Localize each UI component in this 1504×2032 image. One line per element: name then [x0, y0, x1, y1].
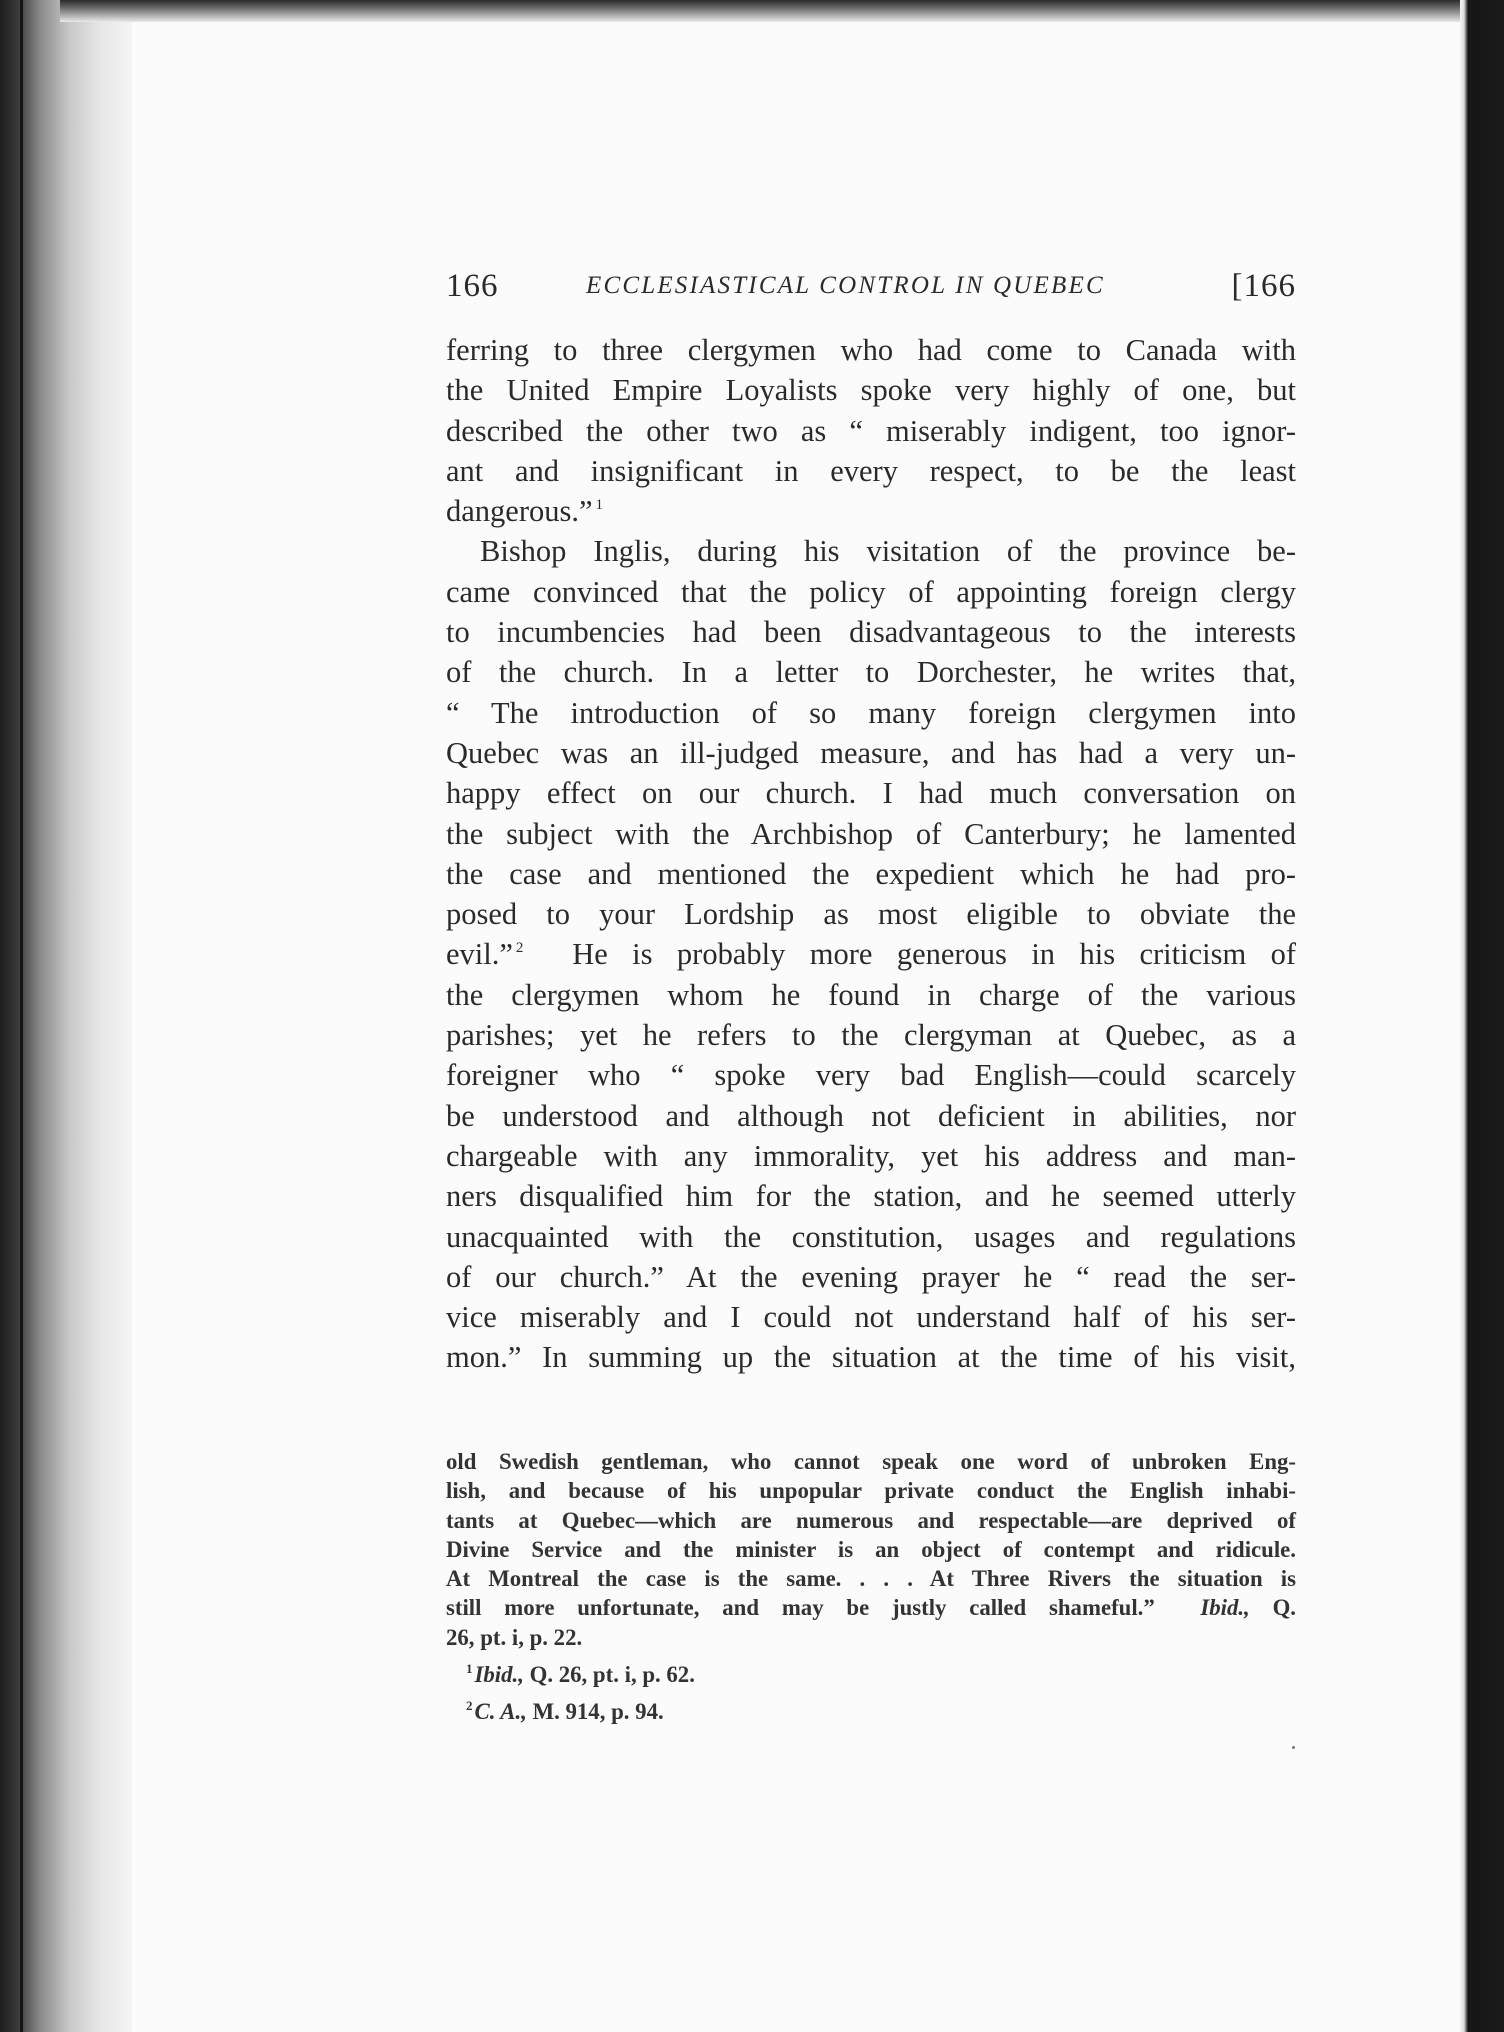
footnote-source: Ibid.,	[474, 1662, 524, 1688]
text-line: the United Empire Loyalists spoke very highly of one, but	[446, 373, 1296, 408]
text-line: parishes; yet he refers to the clergyman at Quebec, as a	[446, 1018, 1296, 1053]
footnote-2	[446, 1697, 1296, 1726]
text-line: chargeable with any immorality, yet his address and man-	[446, 1138, 1296, 1173]
text-segment: He is probably more generous in his criticism of	[572, 937, 1296, 972]
page-number-right: [166	[1231, 268, 1296, 304]
footnote-1	[446, 1660, 1296, 1689]
footnote-line: old Swedish gentleman, who cannot speak one word of unbroken Eng-	[446, 1449, 1296, 1474]
footnote-line: 26, pt. i, p. 22.	[446, 1624, 583, 1650]
text-line: ners disqualified him for the station, and he seemed utterly	[446, 1179, 1296, 1214]
footnote-mark: 2	[466, 1698, 473, 1714]
book-gutter-shadow	[0, 0, 132, 2032]
footnote-segment: Q.	[1272, 1595, 1296, 1621]
text-line: described the other two as “ miserably indigent, too ignor-	[446, 413, 1296, 448]
text-line: the case and mentioned the expedient which he had pro-	[446, 856, 1296, 891]
footnote-ref-1: 1	[595, 497, 604, 514]
text-line	[446, 934, 1296, 974]
text-line: happy effect on our church. I had much conversation on	[446, 776, 1296, 811]
page-number-left: 166	[446, 268, 499, 304]
footnote-source: C. A.,	[474, 1699, 527, 1725]
text-line: vice miserably and I could not understand half of his ser-	[446, 1300, 1296, 1335]
text-line: of the church. In a letter to Dorchester, he writes that,	[446, 655, 1296, 690]
text-line: came convinced that the policy of appointing foreign clergy	[446, 574, 1296, 609]
footnotes	[446, 1447, 1296, 1727]
text-line: Bishop Inglis, during his visitation of the province be-	[480, 534, 1296, 569]
text-line: to incumbencies had been disadvantageous to the interests	[446, 615, 1296, 650]
text-segment: dangerous.”	[446, 494, 593, 529]
text-line: unacquainted with the constitution, usages and regulations	[446, 1219, 1296, 1254]
text-line: be understood and although not deficient in abilities, nor	[446, 1098, 1296, 1133]
text-line: the clergymen whom he found in charge of the various	[446, 977, 1296, 1012]
text-line: “ The introduction of so many foreign clergymen into	[446, 695, 1296, 730]
right-page-edge	[1460, 0, 1504, 2032]
text-line	[446, 491, 1296, 531]
spine-line	[20, 0, 23, 2032]
footnote-line: tants at Quebec—which are numerous and respectable—are deprived of	[446, 1507, 1296, 1533]
text-line: ferring to three clergymen who had come to Canada with	[446, 333, 1296, 367]
footnote-mark: 1	[466, 1661, 473, 1677]
text-segment: evil.”	[446, 937, 513, 972]
footnote-line	[446, 1593, 1296, 1622]
text-line: mon.” In summing up the situation at the time of his visit,	[446, 1340, 1296, 1375]
footnote-line: At Montreal the case is the same. . . . At Three Rivers the situation is	[446, 1566, 1296, 1592]
footnote-line: lish, and because of his unpopular private conduct the English inhabi-	[446, 1478, 1296, 1504]
text-line: of our church.” At the evening prayer he “ read the ser-	[446, 1259, 1296, 1294]
footnote-ref-2: 2	[515, 940, 524, 957]
paragraph-1	[446, 330, 1296, 531]
running-head	[446, 268, 1296, 316]
footnote-line: Divine Service and the minister is an object of contempt and ridicule.	[446, 1536, 1296, 1562]
footnote-segment: still more unfortunate, and may be justly called shameful.”	[446, 1595, 1155, 1621]
ink-speck	[1292, 1746, 1295, 1749]
body-text	[446, 330, 1296, 1378]
text-line: the subject with the Archbishop of Canterbury; he lamented	[446, 816, 1296, 851]
text-line: ant and insignificant in every respect, to be the least	[446, 453, 1296, 488]
footnote-citation: M. 914, p. 94.	[532, 1699, 664, 1725]
text-line: Quebec was an ill-judged measure, and has had a very un-	[446, 735, 1296, 770]
footnote-source: Ibid.,	[1200, 1595, 1250, 1621]
paragraph-2	[446, 531, 1296, 1377]
top-edge-shadow	[60, 0, 1460, 22]
running-title: ECCLESIASTICAL CONTROL IN QUEBEC	[586, 272, 1105, 299]
footnote-continuation	[446, 1447, 1296, 1652]
footnote-citation: Q. 26, pt. i, p. 62.	[529, 1662, 695, 1688]
text-line: posed to your Lordship as most eligible to obviate the	[446, 897, 1296, 932]
text-line: foreigner who “ spoke very bad English—could scarcely	[446, 1058, 1296, 1093]
